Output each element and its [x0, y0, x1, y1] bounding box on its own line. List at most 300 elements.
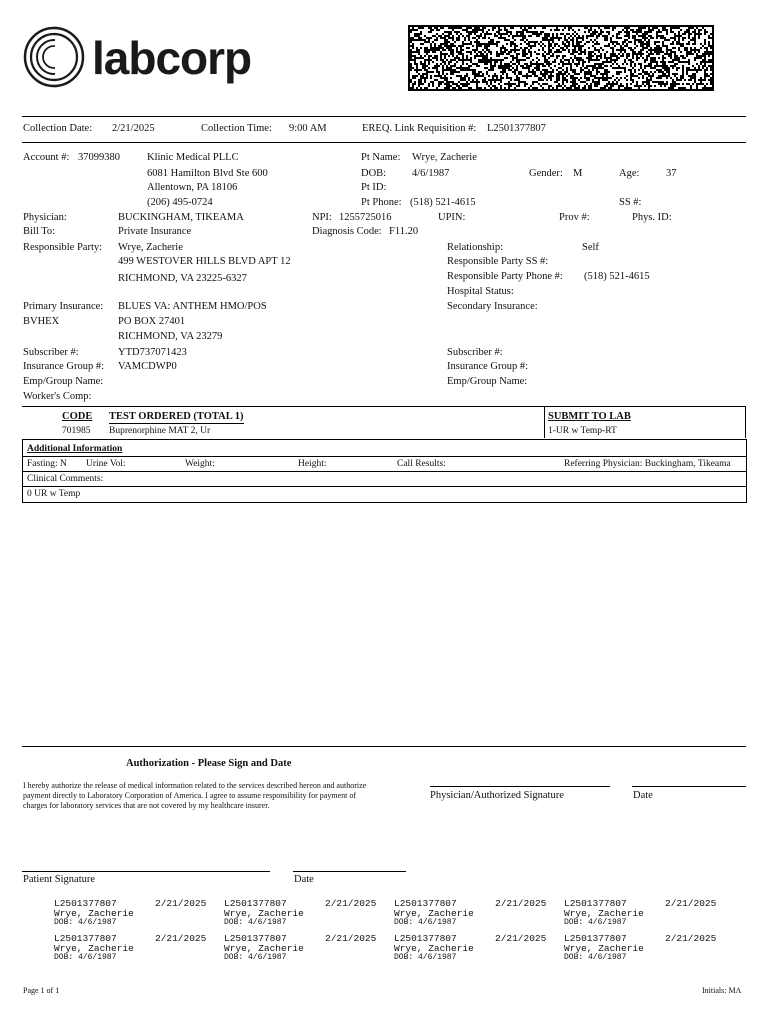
barcode-cell — [452, 87, 454, 89]
barcode-cell — [518, 35, 520, 37]
barcode-cell — [580, 49, 582, 51]
barcode-cell — [562, 79, 564, 81]
barcode-cell — [650, 67, 652, 69]
barcode-cell — [580, 53, 582, 55]
barcode-cell — [704, 71, 706, 73]
barcode-cell — [456, 57, 458, 59]
barcode-cell — [500, 33, 502, 35]
barcode-cell — [424, 79, 426, 81]
barcode-cell — [526, 83, 528, 85]
barcode-cell — [634, 39, 636, 41]
barcode-cell — [662, 73, 664, 75]
barcode-cell — [642, 49, 644, 51]
barcode-cell — [410, 87, 412, 89]
barcode-cell — [658, 31, 660, 33]
barcode-cell — [466, 51, 468, 53]
barcode-cell — [626, 75, 628, 77]
barcode-cell — [632, 57, 634, 59]
barcode-cell — [422, 63, 424, 65]
physician-date-label: Date — [633, 790, 653, 801]
barcode-cell — [416, 65, 418, 67]
barcode-cell — [646, 41, 648, 43]
barcode-cell — [420, 37, 422, 39]
barcode-cell — [468, 59, 470, 61]
barcode-cell — [694, 49, 696, 51]
barcode-cell — [484, 33, 486, 35]
barcode-cell — [470, 33, 472, 35]
barcode-cell — [450, 61, 452, 63]
barcode-cell — [452, 73, 454, 75]
physician-date-line[interactable] — [632, 786, 746, 787]
barcode-cell — [570, 81, 572, 83]
barcode-cell — [524, 29, 526, 31]
barcode-cell — [648, 85, 650, 87]
barcode-cell — [600, 31, 602, 33]
barcode-cell — [628, 27, 630, 29]
barcode-cell — [566, 39, 568, 41]
barcode-cell — [690, 27, 692, 29]
barcode-cell — [664, 45, 666, 47]
barcode-cell — [672, 87, 674, 89]
barcode-cell — [510, 49, 512, 51]
barcode-cell — [538, 83, 540, 85]
barcode-cell — [452, 49, 454, 51]
barcode-cell — [424, 55, 426, 57]
barcode-cell — [418, 81, 420, 83]
barcode-cell — [644, 43, 646, 45]
barcode-cell — [420, 81, 422, 83]
barcode-cell — [650, 71, 652, 73]
barcode-cell — [568, 59, 570, 61]
barcode-cell — [646, 59, 648, 61]
barcode-cell — [666, 31, 668, 33]
barcode-cell — [674, 55, 676, 57]
barcode-cell — [704, 39, 706, 41]
barcode-cell — [478, 43, 480, 45]
barcode-cell — [430, 31, 432, 33]
patient-name-label: Pt Name: — [361, 152, 401, 163]
barcode-cell — [664, 37, 666, 39]
insurance-group: VAMCDWP0 — [118, 361, 177, 372]
barcode-cell — [648, 35, 650, 37]
barcode-cell — [576, 43, 578, 45]
barcode-cell — [682, 65, 684, 67]
barcode-cell — [494, 35, 496, 37]
barcode-border — [408, 25, 410, 91]
barcode-cell — [694, 57, 696, 59]
phys-id-label: Phys. ID: — [632, 212, 672, 223]
barcode-cell — [436, 69, 438, 71]
barcode-cell — [580, 77, 582, 79]
barcode-cell — [666, 39, 668, 41]
barcode-cell — [442, 81, 444, 83]
barcode-cell — [614, 41, 616, 43]
barcode-cell — [460, 47, 462, 49]
barcode-cell — [610, 55, 612, 57]
barcode-cell — [664, 65, 666, 67]
barcode-cell — [510, 85, 512, 87]
barcode-cell — [480, 87, 482, 89]
barcode-cell — [624, 45, 626, 47]
barcode-cell — [436, 33, 438, 35]
barcode-cell — [522, 81, 524, 83]
barcode-cell — [556, 81, 558, 83]
barcode-cell — [556, 27, 558, 29]
barcode-cell — [638, 51, 640, 53]
barcode-cell — [468, 31, 470, 33]
barcode-cell — [516, 67, 518, 69]
barcode-cell — [612, 59, 614, 61]
barcode-cell — [624, 27, 626, 29]
barcode-cell — [674, 47, 676, 49]
barcode-cell — [648, 39, 650, 41]
barcode-cell — [428, 37, 430, 39]
barcode-cell — [608, 45, 610, 47]
barcode-cell — [528, 43, 530, 45]
barcode-cell — [680, 55, 682, 57]
barcode-cell — [516, 69, 518, 71]
barcode-cell — [494, 75, 496, 77]
barcode-cell — [572, 81, 574, 83]
barcode-cell — [454, 41, 456, 43]
barcode-cell — [548, 49, 550, 51]
barcode-cell — [442, 37, 444, 39]
barcode-cell — [444, 83, 446, 85]
barcode-cell — [676, 57, 678, 59]
barcode-cell — [588, 51, 590, 53]
barcode-cell — [414, 81, 416, 83]
barcode-cell — [668, 71, 670, 73]
patient-phone-label: Pt Phone: — [361, 197, 402, 208]
barcode-cell — [656, 63, 658, 65]
physician-signature-line[interactable] — [430, 786, 610, 787]
barcode-cell — [502, 65, 504, 67]
barcode-cell — [638, 87, 640, 89]
barcode-cell — [482, 43, 484, 45]
barcode-cell — [480, 53, 482, 55]
barcode-cell — [646, 83, 648, 85]
barcode-cell — [478, 81, 480, 83]
barcode-cell — [504, 71, 506, 73]
barcode-cell — [572, 43, 574, 45]
barcode-cell — [646, 81, 648, 83]
barcode-cell — [500, 59, 502, 61]
barcode-cell — [696, 55, 698, 57]
label-requisition: L2501377807 — [54, 933, 117, 944]
barcode-cell — [694, 79, 696, 81]
barcode-cell — [646, 65, 648, 67]
barcode-cell — [450, 67, 452, 69]
barcode-cell — [492, 69, 494, 71]
barcode-cell — [566, 33, 568, 35]
barcode-cell — [696, 71, 698, 73]
barcode-cell — [438, 49, 440, 51]
barcode-cell — [554, 81, 556, 83]
patient-signature-line[interactable] — [22, 871, 270, 872]
bill-to: Private Insurance — [118, 226, 192, 237]
barcode-cell — [612, 81, 614, 83]
barcode-cell — [418, 51, 420, 53]
barcode-cell — [640, 35, 642, 37]
responsible-phone-label: Responsible Party Phone #: — [447, 271, 563, 282]
barcode-cell — [500, 85, 502, 87]
barcode-cell — [616, 81, 618, 83]
barcode-cell — [534, 45, 536, 47]
barcode-cell — [486, 57, 488, 59]
label-patient-name: Wrye, Zacherie — [224, 943, 304, 954]
barcode-cell — [546, 63, 548, 65]
barcode-cell — [604, 27, 606, 29]
barcode-cell — [446, 41, 448, 43]
barcode-cell — [474, 73, 476, 75]
barcode-cell — [460, 51, 462, 53]
barcode-cell — [484, 81, 486, 83]
barcode-cell — [704, 65, 706, 67]
barcode-cell — [644, 61, 646, 63]
barcode-cell — [416, 39, 418, 41]
barcode-cell — [506, 63, 508, 65]
barcode-cell — [414, 77, 416, 79]
barcode-cell — [526, 29, 528, 31]
barcode-cell — [442, 27, 444, 29]
barcode-cell — [640, 67, 642, 69]
barcode-cell — [424, 61, 426, 63]
clinic-phone: (206) 495-0724 — [147, 197, 213, 208]
barcode-cell — [650, 61, 652, 63]
barcode-cell — [622, 29, 624, 31]
barcode-cell — [650, 65, 652, 67]
barcode-cell — [474, 33, 476, 35]
barcode-cell — [710, 33, 712, 35]
barcode-cell — [498, 53, 500, 55]
barcode-cell — [558, 75, 560, 77]
physician-signature-label: Physician/Authorized Signature — [430, 790, 564, 801]
barcode-cell — [710, 53, 712, 55]
barcode-cell — [478, 87, 480, 89]
barcode-cell — [540, 41, 542, 43]
barcode-cell — [500, 47, 502, 49]
barcode-cell — [674, 33, 676, 35]
barcode-cell — [596, 37, 598, 39]
barcode-cell — [432, 83, 434, 85]
barcode-cell — [476, 29, 478, 31]
barcode-cell — [420, 83, 422, 85]
barcode-cell — [660, 71, 662, 73]
barcode-cell — [596, 43, 598, 45]
barcode-cell — [492, 43, 494, 45]
barcode-cell — [420, 79, 422, 81]
barcode-cell — [600, 87, 602, 89]
barcode-cell — [662, 51, 664, 53]
barcode-cell — [696, 33, 698, 35]
barcode-cell — [444, 75, 446, 77]
barcode-cell — [428, 67, 430, 69]
barcode-cell — [490, 43, 492, 45]
barcode-cell — [458, 85, 460, 87]
barcode-cell — [430, 75, 432, 77]
barcode-cell — [672, 41, 674, 43]
barcode-cell — [656, 81, 658, 83]
barcode-cell — [692, 43, 694, 45]
barcode-cell — [560, 85, 562, 87]
barcode-cell — [444, 53, 446, 55]
barcode-cell — [556, 55, 558, 57]
barcode-cell — [438, 83, 440, 85]
barcode-cell — [556, 43, 558, 45]
barcode-cell — [486, 47, 488, 49]
barcode-cell — [438, 45, 440, 47]
barcode-cell — [504, 27, 506, 29]
barcode-cell — [542, 83, 544, 85]
barcode-cell — [440, 63, 442, 65]
barcode-cell — [470, 53, 472, 55]
barcode-cell — [512, 83, 514, 85]
barcode-cell — [620, 55, 622, 57]
barcode-cell — [588, 79, 590, 81]
barcode-cell — [628, 35, 630, 37]
barcode-cell — [512, 57, 514, 59]
barcode-cell — [682, 69, 684, 71]
barcode-cell — [442, 61, 444, 63]
barcode-cell — [428, 49, 430, 51]
barcode-cell — [560, 51, 562, 53]
barcode-cell — [518, 77, 520, 79]
barcode-cell — [486, 71, 488, 73]
barcode-cell — [410, 53, 412, 55]
barcode-cell — [530, 75, 532, 77]
barcode-cell — [540, 31, 542, 33]
barcode-cell — [700, 81, 702, 83]
barcode-cell — [416, 49, 418, 51]
barcode-cell — [532, 45, 534, 47]
barcode-cell — [568, 73, 570, 75]
barcode-cell — [414, 61, 416, 63]
barcode-cell — [574, 47, 576, 49]
barcode-cell — [582, 35, 584, 37]
barcode-cell — [606, 85, 608, 87]
patient-date-line[interactable] — [293, 871, 406, 872]
additional-divider-1 — [22, 456, 746, 457]
barcode-cell — [584, 87, 586, 89]
barcode-cell — [544, 71, 546, 73]
barcode-cell — [430, 59, 432, 61]
barcode-cell — [610, 39, 612, 41]
barcode-cell — [534, 67, 536, 69]
barcode-cell — [428, 63, 430, 65]
barcode-cell — [416, 63, 418, 65]
barcode-cell — [678, 39, 680, 41]
barcode-cell — [544, 33, 546, 35]
barcode-cell — [534, 41, 536, 43]
barcode-cell — [414, 83, 416, 85]
barcode-cell — [710, 37, 712, 39]
barcode-cell — [624, 71, 626, 73]
barcode-cell — [628, 33, 630, 35]
label-dob: DOB: 4/6/1987 — [224, 953, 287, 962]
auth-text-1: I hereby authorize the release of medical information related to the services described hereon and authorize — [23, 781, 367, 790]
barcode-cell — [468, 33, 470, 35]
barcode-cell — [658, 57, 660, 59]
barcode-cell — [560, 59, 562, 61]
barcode-cell — [564, 43, 566, 45]
label-dob: DOB: 4/6/1987 — [564, 953, 627, 962]
barcode-cell — [436, 75, 438, 77]
barcode-cell — [448, 61, 450, 63]
barcode-cell — [656, 35, 658, 37]
barcode-cell — [414, 33, 416, 35]
barcode-cell — [546, 53, 548, 55]
barcode-cell — [436, 79, 438, 81]
barcode-cell — [626, 39, 628, 41]
barcode-cell — [670, 37, 672, 39]
barcode-cell — [494, 59, 496, 61]
barcode-cell — [508, 53, 510, 55]
barcode-cell — [440, 55, 442, 57]
barcode-cell — [618, 37, 620, 39]
barcode-cell — [470, 87, 472, 89]
barcode-cell — [418, 27, 420, 29]
barcode-cell — [664, 73, 666, 75]
barcode-cell — [656, 41, 658, 43]
barcode-cell — [582, 81, 584, 83]
barcode-cell — [568, 87, 570, 89]
barcode-cell — [586, 27, 588, 29]
barcode-cell — [450, 65, 452, 67]
barcode-cell — [570, 77, 572, 79]
barcode-cell — [474, 81, 476, 83]
barcode-cell — [434, 27, 436, 29]
barcode-cell — [516, 65, 518, 67]
barcode-cell — [464, 37, 466, 39]
barcode-cell — [574, 35, 576, 37]
label-dob: DOB: 4/6/1987 — [394, 953, 457, 962]
barcode-cell — [636, 45, 638, 47]
barcode-cell — [416, 47, 418, 49]
barcode-cell — [688, 29, 690, 31]
barcode-cell — [690, 79, 692, 81]
barcode-cell — [588, 61, 590, 63]
barcode-cell — [672, 79, 674, 81]
barcode-cell — [582, 61, 584, 63]
barcode-cell — [542, 31, 544, 33]
barcode-cell — [420, 55, 422, 57]
barcode-cell — [476, 75, 478, 77]
barcode-cell — [682, 83, 684, 85]
barcode-cell — [676, 83, 678, 85]
barcode-cell — [678, 43, 680, 45]
barcode-cell — [666, 33, 668, 35]
barcode-cell — [474, 69, 476, 71]
barcode-cell — [466, 73, 468, 75]
barcode-cell — [686, 67, 688, 69]
barcode-cell — [462, 83, 464, 85]
barcode-cell — [636, 83, 638, 85]
barcode-cell — [648, 83, 650, 85]
barcode-cell — [440, 53, 442, 55]
barcode-cell — [552, 37, 554, 39]
barcode-cell — [688, 31, 690, 33]
barcode-cell — [502, 67, 504, 69]
barcode-cell — [446, 69, 448, 71]
barcode-cell — [640, 73, 642, 75]
barcode-cell — [410, 59, 412, 61]
barcode-cell — [508, 83, 510, 85]
barcode-cell — [662, 63, 664, 65]
barcode-cell — [510, 69, 512, 71]
barcode-cell — [520, 27, 522, 29]
barcode-cell — [602, 67, 604, 69]
barcode-cell — [418, 53, 420, 55]
